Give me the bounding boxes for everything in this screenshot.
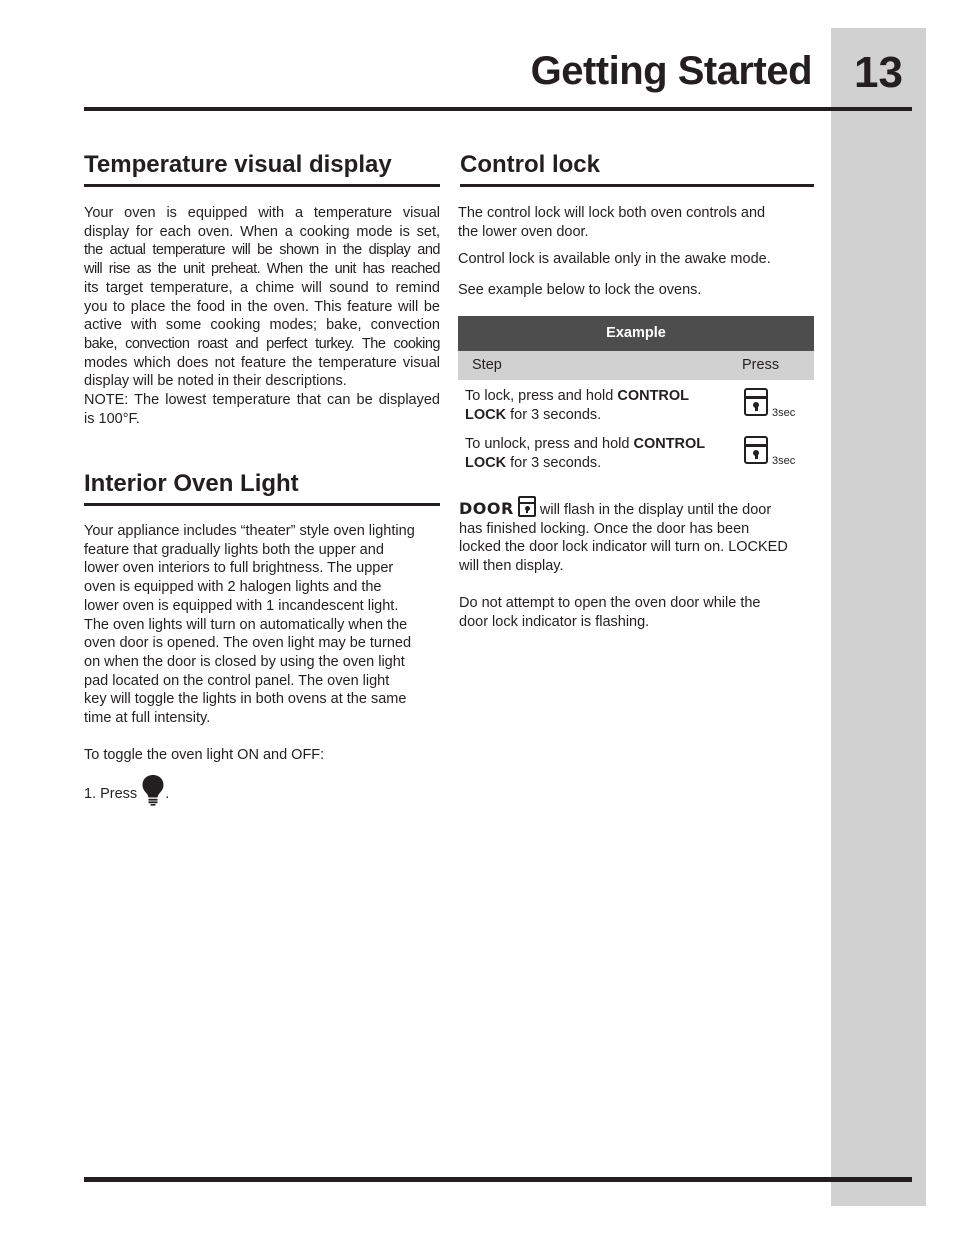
text-line: The control lock will lock both oven controls and	[458, 205, 766, 221]
page-side-tab	[831, 28, 926, 1206]
door-line-text: will flash in the display until the door	[535, 502, 772, 518]
step-text	[465, 435, 733, 472]
text-line: you to place the food in the oven. This feature will be	[84, 298, 440, 315]
temperature-body	[84, 204, 440, 428]
column-step: Step	[472, 357, 502, 373]
table-row	[458, 428, 814, 476]
text-line: Your appliance includes “theater” style oven lighting	[84, 523, 415, 539]
press-step-period: .	[165, 786, 170, 802]
text-line: display for each oven. When a cooking mode is set,	[84, 223, 440, 240]
press-step-text: 1. Press	[84, 786, 138, 802]
example-table-title: Example	[458, 316, 814, 351]
page-number: 13	[854, 48, 903, 97]
step-text-post: for 3 seconds.	[506, 406, 602, 423]
door-lock-paragraph	[459, 496, 819, 576]
example-table-header	[458, 351, 814, 380]
lock-icon[interactable]	[744, 436, 768, 464]
text-line: NOTE: The lowest temperature that can be displayed	[84, 392, 440, 409]
page-title: Getting Started	[530, 49, 812, 93]
text-line: Your oven is equipped with a temperature visual	[84, 205, 440, 221]
text-line: has finished locking. Once the door has been	[459, 520, 750, 537]
text-line: time at full intensity.	[84, 710, 211, 727]
temperature-heading: Temperature visual display	[84, 151, 392, 178]
hold-duration: 3sec	[772, 455, 796, 467]
light-heading: Interior Oven Light	[84, 470, 299, 497]
step-text-pre: To unlock, press and hold	[465, 436, 634, 452]
step-text-post: for 3 seconds.	[506, 454, 602, 471]
text-line: the lower oven door.	[458, 223, 589, 240]
control-lock-mode-note: Control lock is available only in the awake mode.	[458, 251, 771, 267]
step-text-bold: LOCK	[465, 406, 507, 423]
toggle-instruction: To toggle the oven light ON and OFF:	[84, 747, 325, 763]
text-line: bake, convection roast and perfect turkey. The cooking	[84, 335, 440, 352]
text-line: active with some cooking modes; bake, convection	[84, 317, 440, 334]
text-line: key will toggle the lights in both ovens at the same	[84, 691, 407, 708]
text-line: the actual temperature will be shown in the display and	[84, 242, 440, 259]
text-line: its target temperature, a chime will sound to remind	[84, 279, 440, 296]
door-display-word: DOOR	[459, 499, 514, 518]
press-step	[84, 774, 169, 812]
column-press: Press	[742, 357, 780, 373]
text-line: Do not attempt to open the oven door while the	[459, 595, 761, 611]
step-text-bold: CONTROL	[617, 388, 690, 404]
step-text-bold: CONTROL	[633, 436, 706, 452]
text-line: modes which does not feature the temperature visual	[84, 354, 440, 371]
step-text	[465, 387, 733, 424]
door-warning	[459, 594, 819, 631]
light-heading-rule	[84, 503, 440, 506]
text-line: lower oven is equipped with 1 incandescent light.	[84, 597, 399, 614]
step-text-pre: To lock, press and hold	[465, 388, 618, 404]
header-rule	[84, 107, 912, 111]
text-line: display will be noted in their descriptions.	[84, 373, 347, 390]
text-line	[459, 496, 819, 520]
text-line: lower oven interiors to full brightness. The upper	[84, 560, 394, 577]
step-text-bold: LOCK	[465, 454, 507, 471]
text-line: feature that gradually lights both the upper and	[84, 541, 384, 558]
text-line: on when the door is closed by using the oven light	[84, 653, 405, 670]
light-bulb-icon[interactable]	[141, 774, 165, 812]
hold-duration: 3sec	[772, 407, 796, 419]
text-line: oven door is opened. The oven light may be turned	[84, 635, 412, 652]
text-line: oven is equipped with 2 halogen lights and the	[84, 579, 382, 596]
control-lock-example-intro: See example below to lock the ovens.	[458, 282, 702, 298]
text-line: will then display.	[459, 558, 564, 575]
example-table	[458, 316, 814, 476]
control-lock-heading: Control lock	[460, 151, 601, 178]
text-line: is 100°F.	[84, 410, 140, 427]
light-body	[84, 522, 444, 728]
control-lock-heading-rule	[460, 184, 814, 187]
text-line: The oven lights will turn on automatically when the	[84, 616, 408, 633]
lock-icon	[518, 496, 536, 517]
table-row	[458, 380, 814, 428]
text-line: will rise as the unit preheat. When the unit has reached	[84, 261, 440, 278]
control-lock-intro	[458, 204, 818, 241]
temperature-heading-rule	[84, 184, 440, 187]
lock-icon[interactable]	[744, 388, 768, 416]
footer-rule	[84, 1177, 912, 1182]
text-line: pad located on the control panel. The oven light	[84, 672, 390, 689]
text-line: door lock indicator is flashing.	[459, 613, 650, 630]
text-line: locked the door lock indicator will turn on. LOCKED	[459, 539, 788, 556]
